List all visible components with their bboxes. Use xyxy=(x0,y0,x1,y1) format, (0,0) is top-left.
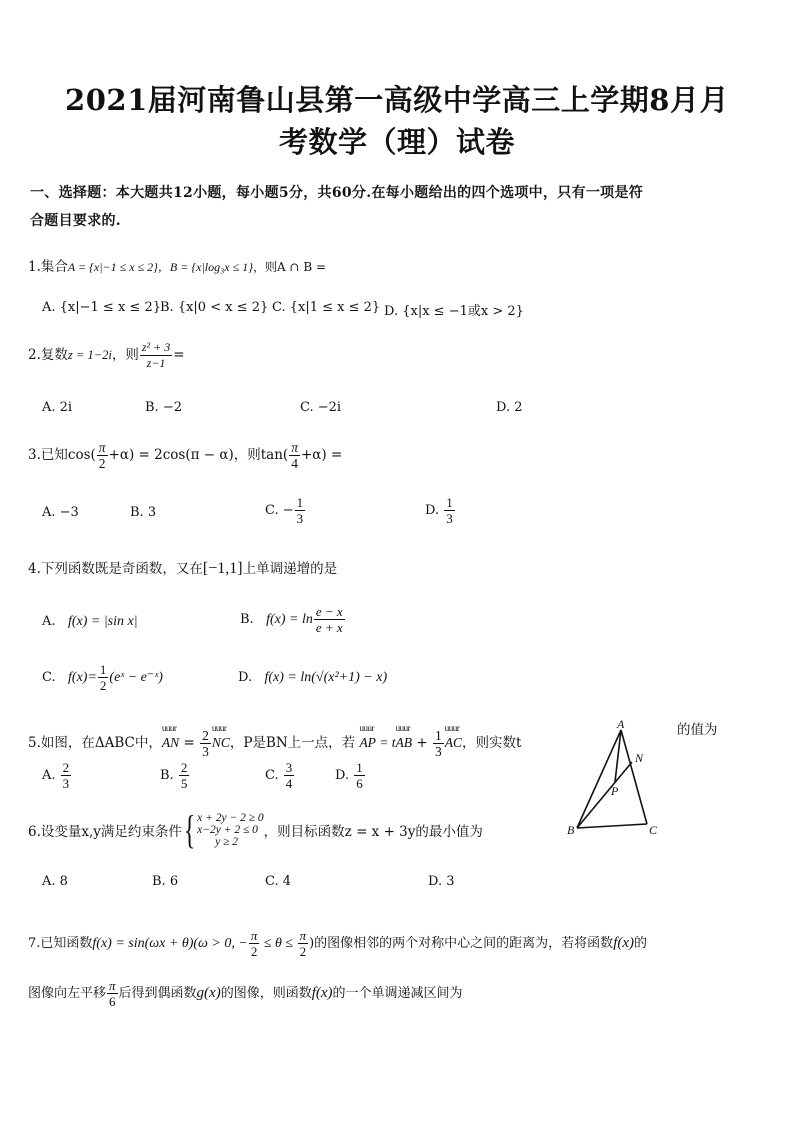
page-title-line1: 2021届河南鲁山县第一高级中学高三上学期8月月 xyxy=(65,83,729,117)
q4-b-frac xyxy=(314,604,345,635)
q2-option-b[interactable]: B. −2 xyxy=(145,400,182,415)
q3-d-frac xyxy=(444,495,455,526)
q7-pi-a: π xyxy=(250,928,258,943)
q5-option-a[interactable] xyxy=(42,760,72,791)
q2-option-a[interactable]: A. 2i xyxy=(42,400,73,415)
q2-z: z = 1−2i xyxy=(67,348,112,362)
q3-d-den: 3 xyxy=(446,511,453,526)
q5-b-den: 5 xyxy=(180,776,188,791)
edge-ab xyxy=(577,730,621,828)
q5-option-d[interactable] xyxy=(335,760,366,791)
q6-prefix: 6.设变量x,y满足约束条件 xyxy=(28,824,182,840)
q1-set-a: A = {x|−1 ≤ x ≤ 2} xyxy=(67,260,158,274)
q3-option-a[interactable]: A. −3 xyxy=(42,505,79,520)
q5-frac-1-3 xyxy=(433,728,444,759)
q7-line2a: 图像向左平移 xyxy=(28,986,107,1001)
q7-frac-pi-2-b xyxy=(298,928,309,959)
q5-eq: = xyxy=(179,735,200,751)
q5-b-label: B. xyxy=(160,768,174,783)
q5-d-num: 1 xyxy=(356,760,363,775)
q7-mid: ≤ θ ≤ xyxy=(260,936,297,951)
q4-option-d[interactable] xyxy=(238,670,387,686)
q3-two: 2 xyxy=(98,456,106,471)
q6-end: ，则目标函数z = x + 3y的最小值为 xyxy=(263,824,483,840)
question-7-line1 xyxy=(28,928,647,959)
q6-option-c[interactable]: C. 4 xyxy=(265,874,292,889)
q7-de: 的 xyxy=(634,936,648,951)
q3-c-den: 3 xyxy=(296,511,304,526)
q4-option-a[interactable] xyxy=(42,614,138,630)
q6-c2: x−2y + 2 ≤ 0 xyxy=(197,824,258,836)
question-3 xyxy=(28,440,342,471)
q6-option-d[interactable]: D. 3 xyxy=(428,874,455,889)
q1-set-b: ，B = {x|log₃x ≤ 1} xyxy=(157,260,253,274)
q5-prefix: 5.如图，在ΔABC中， xyxy=(28,735,162,751)
q6-option-a[interactable]: A. 8 xyxy=(42,874,68,889)
q4-d-expr: f(x) = ln(√(x²+1) − x) xyxy=(264,670,388,685)
q3-end: +α) = xyxy=(300,447,343,463)
label-p: P xyxy=(611,784,619,798)
q2-prefix: 2.复数 xyxy=(28,347,68,363)
q1-prefix: 1.集合 xyxy=(28,259,68,275)
q2-num: z² + 3 xyxy=(141,340,171,354)
q4-c-frac xyxy=(98,662,109,693)
label-a: A xyxy=(617,718,625,731)
q5-a-label: A. xyxy=(42,768,56,783)
q3-option-d[interactable] xyxy=(425,495,456,526)
q3-four: 4 xyxy=(291,456,298,471)
q1-option-b[interactable]: B. {x|0 < x ≤ 2} xyxy=(160,300,269,315)
q4-b-expr: f(x) = ln xyxy=(266,612,313,627)
q5-vec-ac: uuur AC xyxy=(445,735,462,751)
q4-c-label: C. xyxy=(42,670,56,685)
q4-c-den: 2 xyxy=(99,678,107,693)
q5-triangle-figure xyxy=(565,718,675,843)
q5-vec-ap: uuur AP xyxy=(359,735,376,751)
q4-c-post: (eˣ − e⁻ˣ) xyxy=(109,670,163,685)
label-b: B xyxy=(567,823,575,837)
q5-plus: + xyxy=(412,735,432,751)
q7-pi-b: π xyxy=(299,928,307,943)
q5-two: 2 xyxy=(202,728,209,743)
q7-two-a: 2 xyxy=(250,944,258,959)
q2-eq: = xyxy=(173,347,185,363)
q1-option-a[interactable]: A. {x|−1 ≤ x ≤ 2} xyxy=(42,300,161,315)
q6-option-b[interactable]: B. 6 xyxy=(152,874,179,889)
q4-b-num: e − x xyxy=(315,604,343,619)
q2-option-c[interactable]: C. −2i xyxy=(300,400,342,415)
question-2 xyxy=(28,340,185,371)
q7-six: 6 xyxy=(109,994,116,1009)
q5-option-c[interactable] xyxy=(265,760,295,791)
q5-c-label: C. xyxy=(265,768,279,783)
q4-text2: 上单调递增的是 xyxy=(242,561,338,577)
q7-close: ) xyxy=(309,936,315,951)
segment-bn xyxy=(577,762,632,828)
q3-c-num: 1 xyxy=(296,495,304,510)
q6-c3: y ≥ 2 xyxy=(215,836,239,848)
section-heading-line2: 合题目要求的. xyxy=(30,213,121,229)
q5-b-num: 2 xyxy=(180,760,188,775)
q3-pi-2: π xyxy=(291,440,298,455)
q5-b-frac xyxy=(179,760,190,791)
q2-option-d[interactable]: D. 2 xyxy=(496,400,523,415)
q3-option-b[interactable]: B. 3 xyxy=(130,505,157,520)
page-title-line2: 考数学（理）试卷 xyxy=(278,125,515,159)
q4-option-b[interactable] xyxy=(240,604,346,635)
q5-c-den: 4 xyxy=(285,776,293,791)
q3-option-c[interactable] xyxy=(265,495,306,526)
q5-end: ，则实数t xyxy=(461,735,522,751)
q5-three: 3 xyxy=(202,744,209,759)
q2-fraction xyxy=(140,340,172,371)
section-heading-line1: 一、选择题：本大题共12小题，每小题5分，共60分.在每小题给出的四个选项中，只有一项是符 xyxy=(30,185,644,201)
q3-pi: π xyxy=(98,440,106,455)
edge-ac xyxy=(621,730,647,824)
q7-gx: g(x) xyxy=(196,985,221,1001)
question-6 xyxy=(28,807,483,852)
q4-d-label: D. xyxy=(238,670,253,685)
q3-d-label: D. xyxy=(425,503,440,518)
q7-frac-pi-6 xyxy=(107,978,118,1009)
question-4 xyxy=(28,557,337,578)
q3-prefix: 3.已知cos( xyxy=(28,447,96,463)
q4-b-den: e + x xyxy=(315,620,343,635)
q3-d-num: 1 xyxy=(446,495,453,510)
edge-bc xyxy=(577,824,647,828)
q4-c-num: 1 xyxy=(99,662,107,677)
q4-a-label: A. xyxy=(42,614,56,629)
q6-constraints xyxy=(197,812,264,848)
q5-d-den: 6 xyxy=(356,776,363,791)
q6-brace: { xyxy=(183,807,196,852)
q5-a-frac xyxy=(61,760,72,791)
q3-frac-pi-4 xyxy=(289,440,300,471)
q4-c-pre: f(x)= xyxy=(68,670,97,685)
q7-line2c: 的图像，则函数 xyxy=(220,986,312,1001)
q1-option-d[interactable]: D. {x|x ≤ −1或x > 2} xyxy=(384,304,524,319)
q5-frac-2-3 xyxy=(200,728,211,759)
q5-vec-nc: uuur NC xyxy=(212,735,230,751)
q5-vec-ab: uuur AB xyxy=(396,735,413,751)
q5-a-num: 2 xyxy=(62,760,70,775)
q3-mid: +α) = 2cos(π − α)，则tan( xyxy=(108,447,289,463)
label-c: C xyxy=(649,823,658,837)
q7-fx: f(x) xyxy=(613,935,635,951)
q3-c-frac xyxy=(295,495,306,526)
q5-tail: 的值为 xyxy=(677,722,718,738)
question-7-line2 xyxy=(28,978,463,1009)
q4-interval: [−1,1] xyxy=(202,560,243,577)
q2-den: z−1 xyxy=(146,356,166,370)
q7-frac-pi-2-a xyxy=(249,928,260,959)
question-5 xyxy=(28,728,521,759)
q7-text: 的图像相邻的两个对称中心之间的距离为，若将函数 xyxy=(314,936,614,951)
q1-ask: ，则A ∩ B = xyxy=(253,260,327,274)
q7-line2d: 的一个单调递减区间为 xyxy=(332,986,463,1001)
q5-one: 1 xyxy=(434,728,442,743)
q7-fx-2: f(x) xyxy=(311,985,333,1001)
q5-c-num: 3 xyxy=(285,760,293,775)
q7-prefix: 7.已知函数 xyxy=(28,936,93,951)
q4-b-label: B. xyxy=(240,612,254,627)
q7-line2b: 后得到偶函数 xyxy=(118,986,197,1001)
q5-three-b: 3 xyxy=(434,744,442,759)
q7-two-b: 2 xyxy=(299,944,307,959)
label-n: N xyxy=(635,751,644,765)
q5-option-b[interactable] xyxy=(160,760,190,791)
q7-expr: f(x) = sin(ωx + θ)(ω > 0, − xyxy=(92,936,248,951)
q5-d-label: D. xyxy=(335,768,350,783)
q5-a-den: 3 xyxy=(62,776,70,791)
q1-option-c[interactable]: C. {x|1 ≤ x ≤ 2} xyxy=(272,300,381,315)
q5-d-frac xyxy=(354,760,365,791)
q4-option-c[interactable] xyxy=(42,662,163,693)
q5-mid: ，P是BN上一点，若 xyxy=(229,735,360,751)
q2-then: ，则 xyxy=(111,347,139,363)
q3-c-label: C. − xyxy=(265,503,294,518)
q7-pi-c: π xyxy=(109,978,116,993)
q6-c1: x + 2y − 2 ≥ 0 xyxy=(197,812,264,824)
q5-c-frac xyxy=(284,760,295,791)
q4-text1: 4.下列函数既是奇函数，又在 xyxy=(28,561,203,577)
q5-vec-an: uuur AN xyxy=(162,735,179,751)
q4-a-expr: f(x) = |sin x| xyxy=(67,614,138,629)
q3-frac-pi-2 xyxy=(97,440,108,471)
question-1 xyxy=(28,255,326,275)
q5-eq2: = t xyxy=(375,735,396,750)
